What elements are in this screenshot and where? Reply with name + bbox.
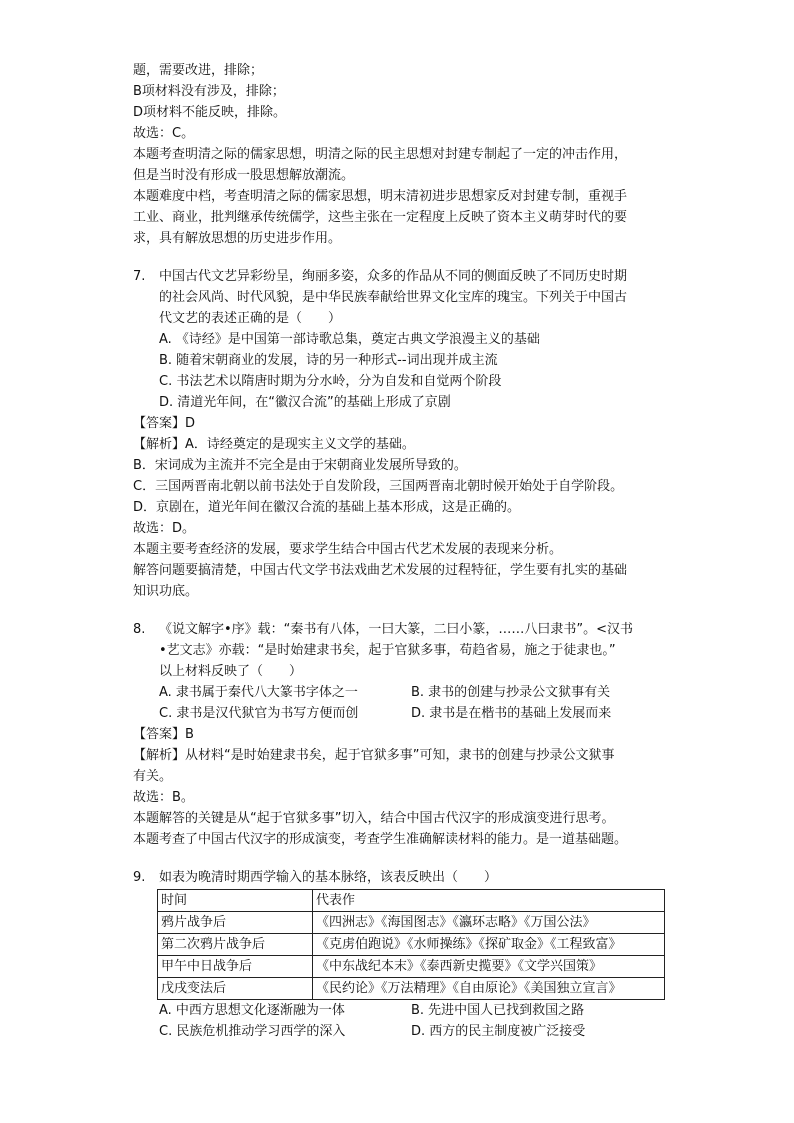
analysis-line: 解答问题要搞清楚，中国古代文学书法戏曲艺术发展的过程特征，学生要有扎实的基础 (133, 563, 628, 578)
option-d: D. 西方的民主制度被广泛接受 (411, 1024, 586, 1039)
table-cell: 甲午中日战争后 (158, 956, 313, 978)
question-7 (133, 266, 663, 602)
option-a: A. 隶书属于秦代八大篆书字体之一 (159, 685, 358, 700)
table-cell: 《中东战纪本末》《泰西新史揽要》《文学兴国策》 (313, 956, 665, 978)
stem-line: 以上材料反映了（ ） (159, 664, 303, 679)
answer-value: D (185, 416, 196, 431)
analysis-line: D．京剧在，道光年间在徽汉合流的基础上基本形成，这是正确的。 (133, 500, 521, 515)
question-8 (133, 619, 663, 850)
analysis-line: 有关。 (133, 769, 173, 784)
table-cell: 戊戌变法后 (158, 978, 313, 1000)
text-line: 但是当时没有形成一股思想解放潮流。 (133, 168, 355, 183)
option-row (133, 703, 663, 724)
analysis-line: B．宋词成为主流并不完全是由于宋朝商业发展所导致的。 (133, 458, 467, 473)
text-line: 工业、商业，批判继承传统儒学，这些主张在一定程度上反映了资本主义萌芽时代的要 (133, 210, 628, 225)
text-line: B项材料没有涉及，排除； (133, 84, 285, 99)
analysis-tag: 【解析】 (133, 748, 186, 763)
analysis-line: 故选：B。 (133, 790, 194, 805)
analysis-text: A．诗经奠定的是现实主义文学的基础。 (185, 437, 415, 452)
analysis-line: 本题考查了中国古代汉字的形成演变，考查学生准确解读材料的能力。是一道基础题。 (133, 832, 628, 847)
text-line: D项材料不能反映，排除。 (133, 105, 287, 120)
document-page (133, 60, 663, 1042)
table-row (158, 956, 665, 978)
question-stem (133, 867, 663, 888)
text-line: 求，具有解放思想的历史进步作用。 (133, 231, 342, 246)
text-line: 本题难度中档，考查明清之际的儒家思想，明末清初进步思想家反对封建专制，重视手 (133, 189, 628, 204)
question-stem (133, 266, 663, 329)
option-a: A. 《诗经》是中国第一部诗歌总集，奠定古典文学浪漫主义的基础 (159, 332, 540, 347)
analysis-line: 本题解答的关键是从“起于官狱多事”切入，结合中国古代汉字的形成演变进行思考。 (133, 811, 615, 826)
question-number: 9. (133, 870, 146, 885)
option-b: B. 先进中国人已找到救国之路 (411, 1003, 585, 1018)
answer-tag: 【答案】 (133, 727, 186, 742)
option-b: B. 随着宋朝商业的发展，诗的另一种形式--词出现并成主流 (159, 353, 498, 368)
analysis-tag: 【解析】 (133, 437, 186, 452)
table-cell: 鸦片战争后 (158, 912, 313, 934)
option-c: C. 民族危机推动学习西学的深入 (159, 1024, 346, 1039)
stem-line: 的社会风尚、时代风貌，是中华民族奉献给世界文化宝库的瑰宝。下列关于中国古 (159, 290, 628, 305)
table-row (158, 934, 665, 956)
option-c: C. 隶书是汉代狱官为书写方便而创 (159, 706, 359, 721)
option-c: C. 书法艺术以隋唐时期为分水岭，分为自发和自觉两个阶段 (159, 374, 502, 389)
analysis-text: 从材料“是时始建隶书矣，起于官狱多事”可知，隶书的创建与抄录公文狱事 (185, 748, 615, 763)
analysis-line: C．三国两晋南北朝以前书法处于自发阶段，三国两晋南北朝时候开始处于自学阶段。 (133, 479, 624, 494)
table-cell: 《克虏伯跑说》《水师操练》《探矿取金》《工程致富》 (313, 934, 665, 956)
answer-line (133, 413, 663, 434)
question-number: 7. (133, 269, 146, 284)
question-stem (133, 619, 663, 682)
stem-line: 《说文解字•序》载：“秦书有八体，一曰大篆，二曰小篆，……八曰隶书”。<汉书 (159, 622, 634, 637)
previous-question-explanation (133, 60, 663, 249)
table-header-cell: 代表作 (313, 890, 665, 912)
table-cell: 《四洲志》《海国图志》《瀛环志略》《万国公法》 (313, 912, 665, 934)
text-line: 本题考查明清之际的儒家思想，明清之际的民主思想对封建专制起了一定的冲击作用， (133, 147, 628, 162)
table-cell: 第二次鸦片战争后 (158, 934, 313, 956)
answer-line (133, 724, 663, 745)
analysis-line: 本题主要考查经济的发展，要求学生结合中国古代艺术发展的表现来分析。 (133, 542, 563, 557)
option-row (133, 1021, 663, 1042)
stem-line: 代文艺的表述正确的是（ ） (159, 311, 342, 326)
option-d: D. 清道光年间，在“徽汉合流”的基础上形成了京剧 (159, 395, 451, 410)
stem-line: •艺文志》亦载：“是时始建隶书矣，起于官狱多事，苟趋省易，施之于徒隶也。” (159, 643, 616, 658)
option-d: D. 隶书是在楷书的基础上发展而来 (411, 706, 612, 721)
analysis-line (133, 434, 663, 455)
option-a: A. 中西方思想文化逐渐融为一体 (159, 1003, 345, 1018)
table-row (158, 912, 665, 934)
analysis-line (133, 745, 663, 766)
option-row (133, 682, 663, 703)
western-learning-table (157, 889, 665, 1000)
option-row (133, 1000, 663, 1021)
answer-value: B (185, 727, 194, 742)
table-row (158, 978, 665, 1000)
option-b: B. 隶书的创建与抄录公文狱事有关 (411, 685, 611, 700)
table-header-cell: 时间 (158, 890, 313, 912)
question-number: 8. (133, 622, 146, 637)
table-header-row (158, 890, 665, 912)
stem-line: 如表为晚清时期西学输入的基本脉络，该表反映出（ ） (159, 870, 498, 885)
answer-tag: 【答案】 (133, 416, 186, 431)
text-line: 题，需要改进，排除； (133, 63, 264, 78)
analysis-line: 故选：D。 (133, 521, 196, 536)
stem-line: 中国古代文艺异彩纷呈，绚丽多姿，众多的作品从不同的侧面反映了不同历史时期 (159, 269, 628, 284)
analysis-line: 知识功底。 (133, 584, 199, 599)
table-cell: 《民约论》《万法精理》《自由原论》《美国独立宣言》 (313, 978, 665, 1000)
question-9 (133, 867, 663, 1042)
text-line: 故选：C。 (133, 126, 195, 141)
